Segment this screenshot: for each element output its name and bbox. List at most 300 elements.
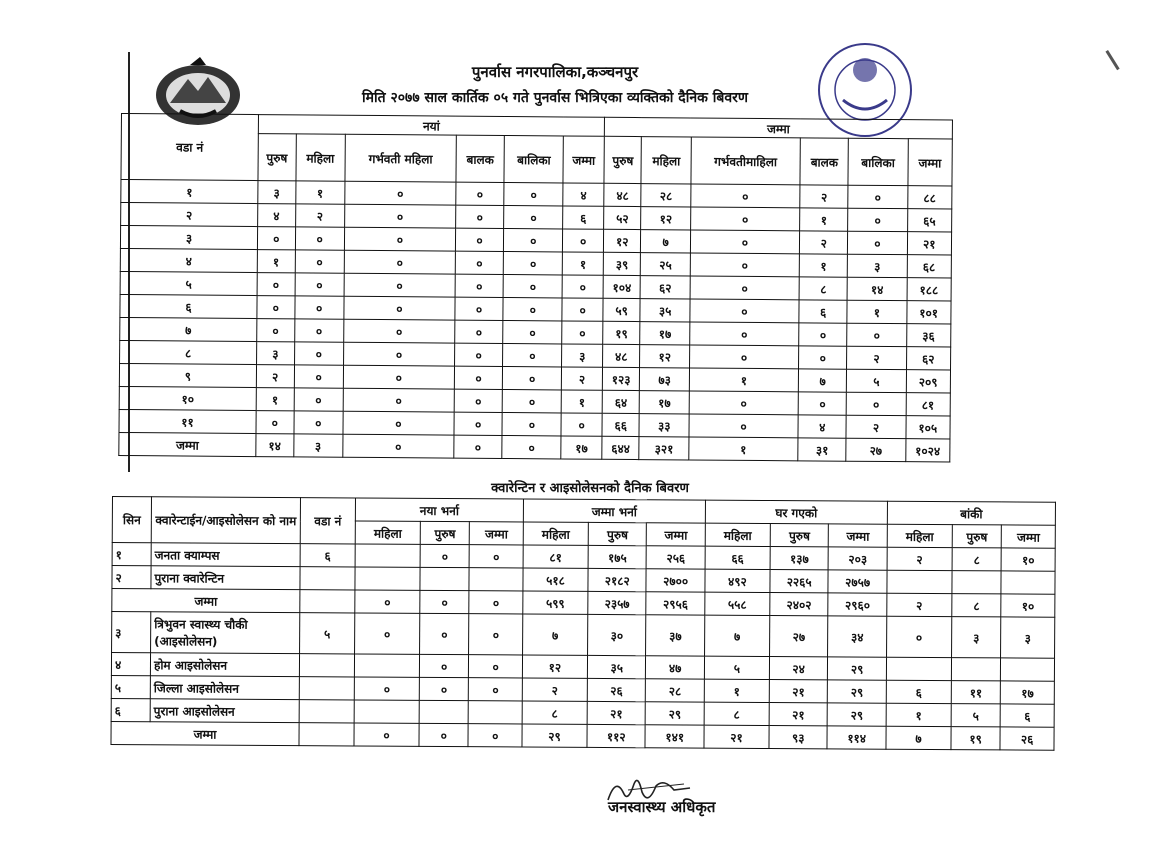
data-cell	[419, 700, 469, 723]
data-cell	[469, 568, 523, 591]
total-cell: २३५७	[588, 591, 647, 614]
data-cell: ५	[704, 656, 769, 679]
data-cell: १२	[641, 207, 691, 230]
data-cell: ६	[886, 680, 951, 703]
data-cell: १३७	[770, 547, 829, 570]
ward-number	[299, 654, 354, 677]
ward-number	[300, 567, 355, 590]
data-cell: १८८	[907, 278, 952, 301]
col-header: जम्मा	[829, 524, 888, 547]
total-cell: ९३	[769, 726, 828, 749]
data-cell: ०	[294, 365, 344, 388]
data-cell: ४८	[603, 344, 641, 367]
data-cell: १	[886, 703, 951, 726]
data-cell: ०	[690, 253, 799, 277]
data-cell: ४८	[604, 183, 642, 206]
data-cell: ७	[523, 614, 588, 655]
data-cell: ५१८	[523, 568, 588, 591]
new-admission-header: नया भर्ना	[355, 498, 523, 522]
data-cell: ०	[419, 677, 469, 700]
quarantine-section-title: क्वारेन्टिन र आइसोलेसनको दैनिक बिवरण	[491, 481, 689, 496]
data-cell: ०	[345, 204, 456, 228]
data-cell: ५९	[603, 298, 641, 321]
data-cell: ३५	[640, 299, 690, 322]
data-cell: ०	[344, 296, 455, 320]
data-cell: १	[689, 368, 798, 392]
data-cell: ०	[469, 614, 523, 655]
data-cell: १	[561, 390, 602, 413]
total-cell: ३२१	[639, 437, 689, 460]
data-cell: १७	[1001, 681, 1055, 704]
total-cell: २९६०	[828, 593, 887, 616]
data-cell: २	[846, 415, 905, 438]
data-cell: ०	[256, 411, 294, 434]
ward-number: ४	[120, 248, 257, 272]
data-cell: ०	[454, 412, 503, 435]
data-cell: ०	[689, 345, 798, 369]
data-cell: ०	[848, 208, 907, 231]
data-cell: ३	[257, 342, 295, 365]
total-cell: ७	[886, 726, 951, 749]
data-cell: २९	[828, 703, 887, 726]
total-label: जम्मा	[111, 721, 299, 745]
data-cell	[354, 654, 419, 677]
data-cell	[469, 701, 523, 724]
data-cell: २०३	[829, 547, 888, 570]
empty-cell	[300, 590, 355, 613]
data-cell: ०	[343, 365, 454, 389]
data-cell: १	[256, 388, 294, 411]
data-cell: ०	[504, 183, 563, 206]
data-cell: ०	[799, 346, 848, 369]
data-cell: ०	[454, 366, 503, 389]
data-cell: २४	[769, 657, 828, 680]
data-cell: १	[257, 250, 295, 273]
data-cell: ०	[503, 344, 562, 367]
total-row	[111, 721, 1054, 750]
data-cell: २७५७	[828, 570, 887, 593]
data-cell	[887, 570, 952, 593]
ward-header: वडा नं	[121, 114, 259, 181]
data-cell: ०	[257, 273, 295, 296]
data-cell: ६८	[907, 255, 952, 278]
data-cell: ३७	[646, 615, 705, 656]
data-cell	[1001, 658, 1055, 681]
data-cell: ०	[293, 411, 343, 434]
col-header-new: जम्मा	[563, 136, 604, 183]
data-cell: १	[799, 254, 848, 277]
data-cell: ४९२	[705, 569, 770, 592]
data-cell: ०	[295, 250, 345, 273]
data-cell: ०	[257, 319, 295, 342]
data-cell: २९	[828, 680, 887, 703]
data-cell: ७	[798, 369, 847, 392]
data-cell: ०	[470, 545, 524, 568]
data-cell: ०	[257, 296, 295, 319]
data-cell: १	[295, 181, 345, 204]
document-subtitle: मिति २०७७ साल कार्तिक ०५ गते पुनर्वास भित्रिएका व्यक्तिको दैनिक बिवरण	[362, 90, 748, 106]
data-cell: ०	[469, 655, 523, 678]
data-cell: १७५	[588, 545, 647, 568]
signature-label: जनस्वास्थ्य अधिकृत	[608, 798, 716, 816]
total-cell: १०	[1001, 594, 1055, 617]
data-cell: २	[800, 185, 849, 208]
total-cell: ११२	[587, 724, 646, 747]
col-header: महिला	[523, 522, 588, 545]
data-cell: ३९	[603, 252, 641, 275]
data-cell: ६	[563, 206, 604, 229]
data-cell: ६५	[907, 209, 952, 232]
data-cell: २१	[587, 701, 646, 724]
col-header-total: पुरुष	[604, 136, 642, 183]
data-cell: ०	[503, 321, 562, 344]
total-cell: ०	[420, 590, 470, 613]
data-cell	[354, 700, 419, 723]
data-cell: ६	[799, 300, 848, 323]
data-cell: २९	[646, 702, 705, 725]
col-header-total: जम्मा	[907, 139, 952, 186]
data-cell: ०	[503, 275, 562, 298]
data-cell: ०	[689, 391, 798, 415]
data-cell: ०	[344, 319, 455, 343]
facility-name: त्रिभुवन स्वास्थ्य चौकी (आइसोलेसन)	[151, 612, 300, 654]
data-cell: ०	[345, 181, 456, 205]
serial-number: ५	[111, 675, 150, 698]
col-header: पुरुष	[588, 522, 647, 545]
data-cell: १०४	[603, 275, 641, 298]
serial-number: ६	[111, 698, 150, 721]
total-cell: २१	[704, 725, 769, 748]
total-cell: २९५६	[646, 592, 705, 615]
data-cell: ८८	[907, 186, 952, 209]
data-cell: ०	[344, 227, 455, 251]
data-cell: ८	[704, 702, 769, 725]
data-cell: २०९	[906, 370, 951, 393]
data-cell: ०	[561, 413, 602, 436]
data-cell: ०	[562, 321, 603, 344]
col-header-new: बालक	[456, 135, 505, 182]
data-cell: ०	[691, 207, 800, 231]
data-cell: १२	[603, 229, 641, 252]
data-cell: ३	[258, 181, 296, 204]
ward-number	[299, 700, 354, 723]
data-cell: २	[562, 367, 603, 390]
data-cell: ५२	[604, 206, 642, 229]
ward-number: १०	[119, 386, 256, 410]
data-cell: ०	[455, 297, 504, 320]
data-cell: २	[847, 346, 906, 369]
data-cell: ०	[294, 388, 344, 411]
data-cell: ०	[502, 413, 561, 436]
data-cell: ०	[690, 230, 799, 254]
data-cell: ६	[1000, 704, 1054, 727]
data-cell: २	[522, 678, 587, 701]
data-cell: ०	[294, 342, 344, 365]
col-header: पुरुष	[952, 525, 1002, 548]
data-cell: ०	[420, 613, 470, 654]
total-cell: ११४	[827, 726, 886, 749]
data-cell: ०	[691, 184, 800, 208]
total-cell: १०२४	[905, 439, 950, 462]
quarantine-isolation-table	[110, 496, 1056, 751]
total-cell: ०	[354, 723, 419, 746]
ward-number: ११	[119, 409, 256, 433]
total-cell: ५५८	[705, 592, 770, 615]
data-cell: ३०	[588, 614, 647, 655]
data-cell: ०	[456, 182, 505, 205]
data-cell: ८१	[523, 545, 588, 568]
data-cell: २७००	[646, 569, 705, 592]
data-cell: ०	[257, 227, 295, 250]
total-cell: १	[689, 437, 798, 461]
data-cell: ८	[952, 548, 1002, 571]
col-header-total: महिला	[641, 137, 691, 184]
col-header-new: पुरुष	[258, 134, 296, 181]
ward-number: २	[121, 203, 258, 227]
data-cell: २८	[646, 679, 705, 702]
ward-number: ८	[120, 340, 257, 364]
data-cell	[1001, 571, 1055, 594]
data-cell: ०	[886, 616, 951, 657]
facility-name: जनता क्याम्पस	[151, 543, 300, 567]
data-cell: २	[887, 547, 952, 570]
data-cell: ०	[420, 544, 470, 567]
data-cell: ०	[455, 274, 504, 297]
data-cell: १२३	[602, 367, 640, 390]
data-cell: ०	[454, 389, 503, 412]
total-group-header: जम्मा	[604, 117, 952, 139]
data-cell: ३	[848, 254, 907, 277]
data-cell: ११	[951, 681, 1001, 704]
total-cell: ०	[454, 435, 503, 458]
name-header: क्वारेन्टाईन/आइसोलेसन को नाम	[151, 497, 300, 544]
data-cell: ५	[951, 704, 1001, 727]
data-cell: ३३	[639, 414, 689, 437]
data-cell: ३	[1001, 617, 1055, 658]
data-cell: ०	[503, 298, 562, 321]
total-cell: ०	[469, 591, 523, 614]
total-cell: ०	[355, 590, 420, 613]
total-cell: ०	[419, 723, 469, 746]
data-cell: १	[704, 679, 769, 702]
data-cell: ०	[690, 322, 799, 346]
data-cell: २८	[641, 184, 691, 207]
data-cell: ०	[690, 299, 799, 323]
facility-name: जिल्ला आइसोलेसन	[150, 676, 299, 700]
data-cell: ०	[504, 229, 563, 252]
data-cell: १	[847, 300, 906, 323]
table-row	[112, 612, 1055, 659]
ward-number: ६	[120, 294, 257, 318]
data-cell: ०	[847, 323, 906, 346]
data-cell: १७	[640, 391, 690, 414]
total-cell: १४१	[645, 725, 704, 748]
total-cell: २६	[1000, 727, 1054, 750]
data-cell: ०	[504, 206, 563, 229]
serial-number: ४	[111, 653, 150, 676]
data-cell: ०	[295, 227, 345, 250]
facility-name: पुराना क्वारेन्टिन	[151, 566, 300, 590]
serial-number: ३	[112, 612, 151, 653]
total-cell: ०	[343, 434, 454, 458]
col-header-new: गर्भवती महिला	[345, 134, 456, 182]
data-cell	[355, 567, 420, 590]
col-header: जम्मा	[470, 522, 524, 545]
col-header-total: गर्भवतीमाहिला	[691, 137, 801, 185]
col-header: पुरुष	[420, 521, 470, 544]
data-cell: ०	[344, 273, 455, 297]
data-cell: १७	[640, 322, 690, 345]
data-cell: १४	[848, 277, 907, 300]
data-cell: ०	[343, 342, 454, 366]
data-cell: ७	[641, 230, 691, 253]
data-cell: ४	[563, 183, 604, 206]
data-cell: ०	[504, 252, 563, 275]
data-cell: ०	[848, 231, 907, 254]
data-cell: ०	[455, 205, 504, 228]
document-title: पुनर्वास नगरपालिका,कञ्चनपुर	[471, 63, 639, 81]
col-header-new: बालिका	[504, 136, 563, 183]
data-cell: ६६	[705, 546, 770, 569]
total-cell: २७	[846, 438, 905, 461]
ward-number: ९	[119, 363, 256, 387]
data-cell: ०	[502, 390, 561, 413]
total-cell: ०	[468, 724, 522, 747]
data-cell: ५	[847, 369, 906, 392]
data-cell: ०	[294, 296, 344, 319]
data-cell: ७३	[640, 368, 690, 391]
ward-number: ५	[120, 271, 257, 295]
total-cell: ०	[502, 436, 561, 459]
col-header-total: बालिका	[848, 138, 907, 185]
data-cell: ४	[798, 415, 847, 438]
data-cell: १२	[640, 345, 690, 368]
ward-number: १	[121, 180, 258, 204]
data-cell: १	[563, 252, 604, 275]
data-cell: ७	[704, 615, 769, 656]
facility-name: होम आइसोलेसन	[150, 653, 299, 677]
data-cell: ०	[799, 323, 848, 346]
daily-arrivals-table	[118, 113, 953, 463]
data-cell: ०	[848, 185, 907, 208]
data-cell: १९	[603, 321, 641, 344]
data-cell: १	[800, 208, 849, 231]
serial-number: २	[112, 566, 151, 589]
data-cell: ३४	[828, 616, 887, 657]
data-cell: ०	[798, 392, 847, 415]
ward-number: ७	[120, 317, 257, 341]
data-cell: २	[799, 231, 848, 254]
data-cell	[886, 657, 951, 680]
col-header-new: महिला	[295, 134, 345, 181]
total-cell: ३१	[798, 438, 847, 461]
data-cell: २९	[828, 657, 887, 680]
total-cell: २	[887, 593, 952, 616]
ward-number: ५	[300, 613, 355, 654]
new-group-header: नयां	[258, 115, 604, 137]
data-cell: १२	[522, 655, 587, 678]
data-cell: ०	[562, 275, 603, 298]
data-cell: २५	[641, 253, 691, 276]
ward-header: वडा नं	[300, 498, 355, 544]
sn-header: सिन	[112, 497, 151, 543]
data-cell: ०	[354, 677, 419, 700]
data-cell: ३६	[906, 324, 951, 347]
total-cell: ३	[293, 434, 343, 457]
data-cell: ०	[343, 411, 454, 435]
data-cell: ४	[258, 204, 296, 227]
data-cell: २	[256, 365, 294, 388]
data-cell: ०	[503, 367, 562, 390]
col-header: जम्मा	[647, 523, 706, 546]
total-cell: ६४४	[602, 436, 640, 459]
col-header: महिला	[705, 523, 770, 546]
data-cell: २२६५	[770, 570, 829, 593]
data-cell: ६६	[602, 413, 640, 436]
data-cell: ०	[469, 678, 523, 701]
data-cell: २	[295, 204, 345, 227]
data-cell: २७	[770, 616, 829, 657]
col-header: महिला	[355, 521, 420, 544]
empty-cell	[299, 723, 354, 746]
data-cell: २५६	[647, 546, 706, 569]
data-cell: ०	[847, 392, 906, 415]
ward-number: ६	[300, 544, 355, 567]
data-cell: १०१	[906, 301, 951, 324]
data-cell	[355, 544, 420, 567]
data-cell: २१८२	[588, 568, 647, 591]
data-cell	[420, 567, 470, 590]
total-cell: २४०२	[770, 593, 829, 616]
total-admission-header: जम्मा भर्ना	[523, 499, 705, 523]
data-cell: ०	[562, 298, 603, 321]
data-cell: ०	[455, 320, 504, 343]
data-cell: ३	[951, 617, 1001, 658]
total-cell: १४	[256, 434, 294, 457]
total-cell: ५९९	[523, 591, 588, 614]
data-cell: २१	[769, 703, 828, 726]
data-cell: ३	[562, 344, 603, 367]
ward-number	[299, 677, 354, 700]
discharged-header: घर गएको	[705, 500, 887, 524]
scan-mark	[1105, 50, 1119, 70]
data-cell: ०	[563, 229, 604, 252]
data-cell: ०	[455, 251, 504, 274]
data-cell	[952, 571, 1002, 594]
data-cell: ४७	[646, 656, 705, 679]
data-cell: ०	[295, 273, 345, 296]
data-cell: ०	[454, 343, 503, 366]
data-cell: २१	[907, 232, 952, 255]
total-label: जम्मा	[112, 589, 300, 613]
serial-number: १	[112, 543, 151, 566]
total-label: जम्मा	[119, 432, 256, 456]
data-cell: २१	[769, 680, 828, 703]
data-cell: १०५	[905, 416, 950, 439]
col-header: महिला	[887, 524, 952, 547]
facility-name: पुराना आइसोलेसन	[150, 699, 299, 723]
data-cell: ६२	[906, 347, 951, 370]
total-cell: ८	[952, 594, 1002, 617]
remaining-header: बांकी	[887, 501, 1055, 525]
total-cell: १७	[561, 436, 602, 459]
data-cell: ०	[689, 414, 798, 438]
col-header: जम्मा	[1002, 525, 1056, 548]
data-cell: ६२	[641, 276, 691, 299]
data-cell	[951, 658, 1001, 681]
data-cell: ८१	[906, 393, 951, 416]
ward-number: ३	[120, 226, 257, 250]
